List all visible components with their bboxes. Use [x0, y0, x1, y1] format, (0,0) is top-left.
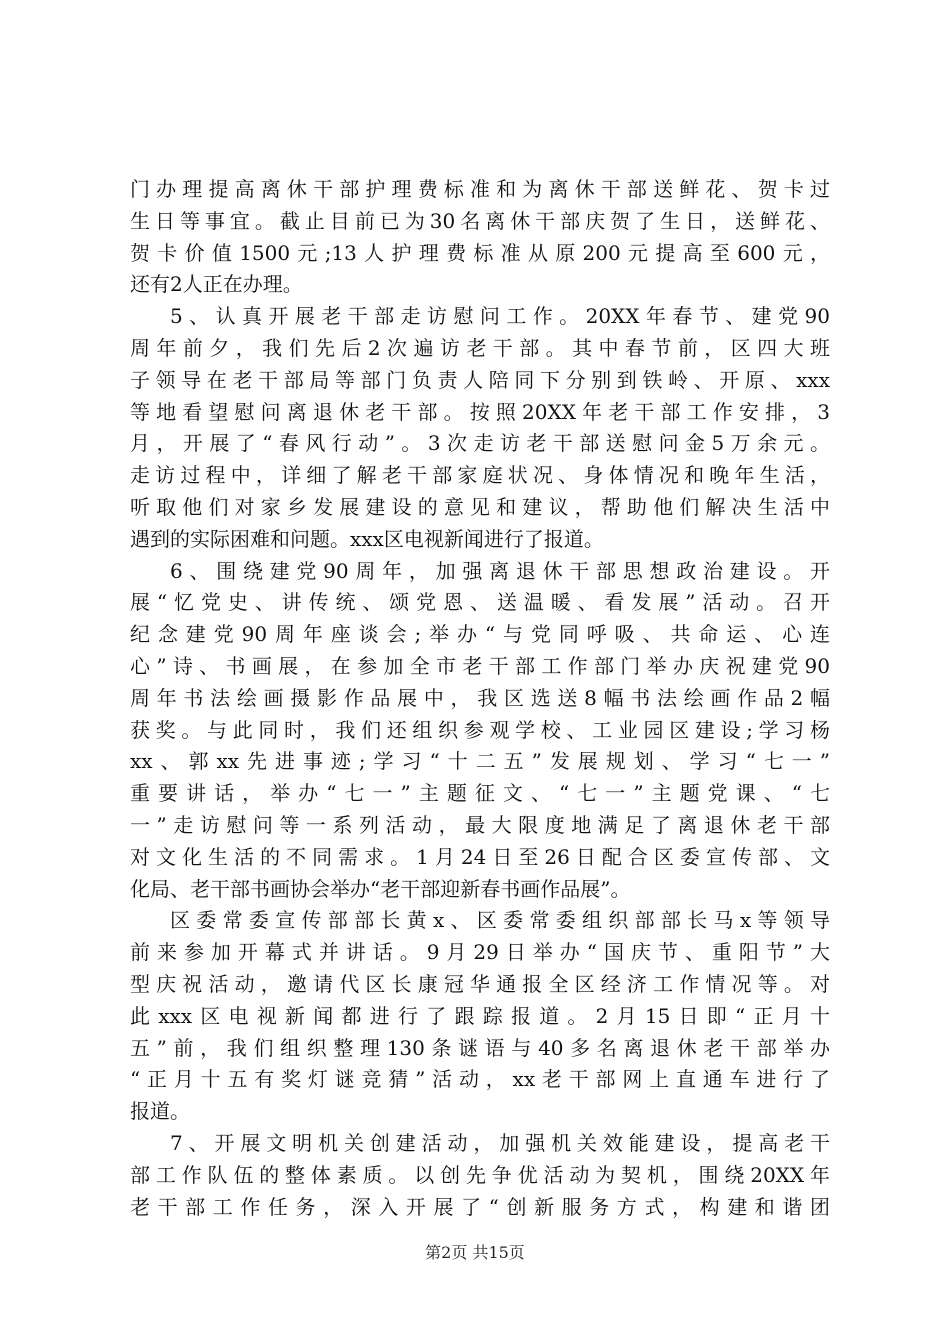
paragraph-line: 7、开展文明机关创建活动，加强机关效能建设，提高老干 [170, 1130, 830, 1155]
paragraph-line: 获奖。与此同时，我们还组织参观学校、工业园区建设;学习杨 [130, 717, 830, 742]
paragraph-line: 还有2人正在办理。 [130, 272, 303, 297]
paragraph-line: 听取他们对家乡发展建设的意见和建议，帮助他们解决生活中 [130, 494, 830, 519]
paragraph-line: 五”前，我们组织整理130条谜语与40多名离退休老干部举办 [130, 1035, 830, 1060]
paragraph-line: “正月十五有奖灯谜竞猜”活动，xx老干部网上直通车进行了 [130, 1067, 830, 1092]
paragraph-line: 化局、老干部书画协会举办“老干部迎新春书画作品展”。 [130, 876, 631, 901]
paragraph-line: 对文化生活的不同需求。1月24日至26日配合区委宣传部、文 [130, 844, 830, 869]
paragraph-line: 走访过程中，详细了解老干部家庭状况、身体情况和晚年生活， [130, 463, 830, 488]
paragraph-line: 周年书法绘画摄影作品展中，我区选送8幅书法绘画作品2幅 [130, 685, 830, 710]
document-body [130, 174, 830, 1223]
paragraph-line: 5、认真开展老干部走访慰问工作。20XX年春节、建党90 [170, 304, 830, 329]
paragraph-line: 展“忆党史、讲传统、颂党恩、送温暖、看发展”活动。召开 [130, 590, 830, 615]
page-number-footer: 第2页 共15页 [425, 1243, 525, 1262]
paragraph-line: xx、郭xx先进事迹;学习“十二五”发展规划、学习“七一” [130, 749, 830, 774]
paragraph-line: 一”走访慰问等一系列活动，最大限度地满足了离退休老干部 [130, 812, 830, 837]
paragraph-line: 周年前夕，我们先后2次遍访老干部。其中春节前，区四大班 [130, 335, 830, 360]
paragraph-line: 型庆祝活动，邀请代区长康冠华通报全区经济工作情况等。对 [130, 971, 830, 996]
paragraph-line: 门办理提高离休干部护理费标准和为离休干部送鲜花、贺卡过 [130, 177, 830, 201]
paragraph-line: 心”诗、书画展，在参加全市老干部工作部门举办庆祝建党90 [130, 653, 830, 678]
paragraph-line: 6、围绕建党90周年，加强离退休干部思想政治建设。开 [170, 558, 830, 583]
paragraph-line: 报道。 [130, 1099, 190, 1124]
paragraph-line: 生日等事宜。截止目前已为30名离休干部庆贺了生日，送鲜花、 [130, 208, 830, 233]
paragraph-line: 月，开展了“春风行动”。3次走访老干部送慰问金5万余元。 [130, 431, 830, 456]
paragraph-line: 遇到的实际困难和问题。xxx区电视新闻进行了报道。 [130, 526, 604, 551]
paragraph-line: 子领导在老干部局等部门负责人陪同下分别到铁岭、开原、xxx [130, 367, 830, 392]
paragraph-line: 重要讲话，举办“七一”主题征文、“七一”主题党课、“七 [130, 781, 830, 806]
paragraph-line: 此xxx区电视新闻都进行了跟踪报道。2月15日即“正月十 [130, 1003, 830, 1028]
paragraph-line: 贺卡价值1500元;13人护理费标准从原200元提高至600元， [130, 240, 830, 265]
paragraph-line: 部工作队伍的整体素质。以创先争优活动为契机，围绕20XX年 [130, 1162, 830, 1187]
paragraph-line: 前来参加开幕式并讲话。9月29日举办“国庆节、重阳节”大 [130, 940, 830, 965]
paragraph-line: 纪念建党90周年座谈会;举办“与党同呼吸、共命运、心连 [130, 622, 830, 647]
paragraph-line: 老干部工作任务，深入开展了“创新服务方式，构建和谐团 [130, 1194, 830, 1219]
paragraph-line: 等地看望慰问离退休老干部。按照20XX年老干部工作安排，3 [130, 399, 830, 424]
paragraph-line: 区委常委宣传部部长黄x、区委常委组织部部长马x等领导 [170, 908, 830, 933]
